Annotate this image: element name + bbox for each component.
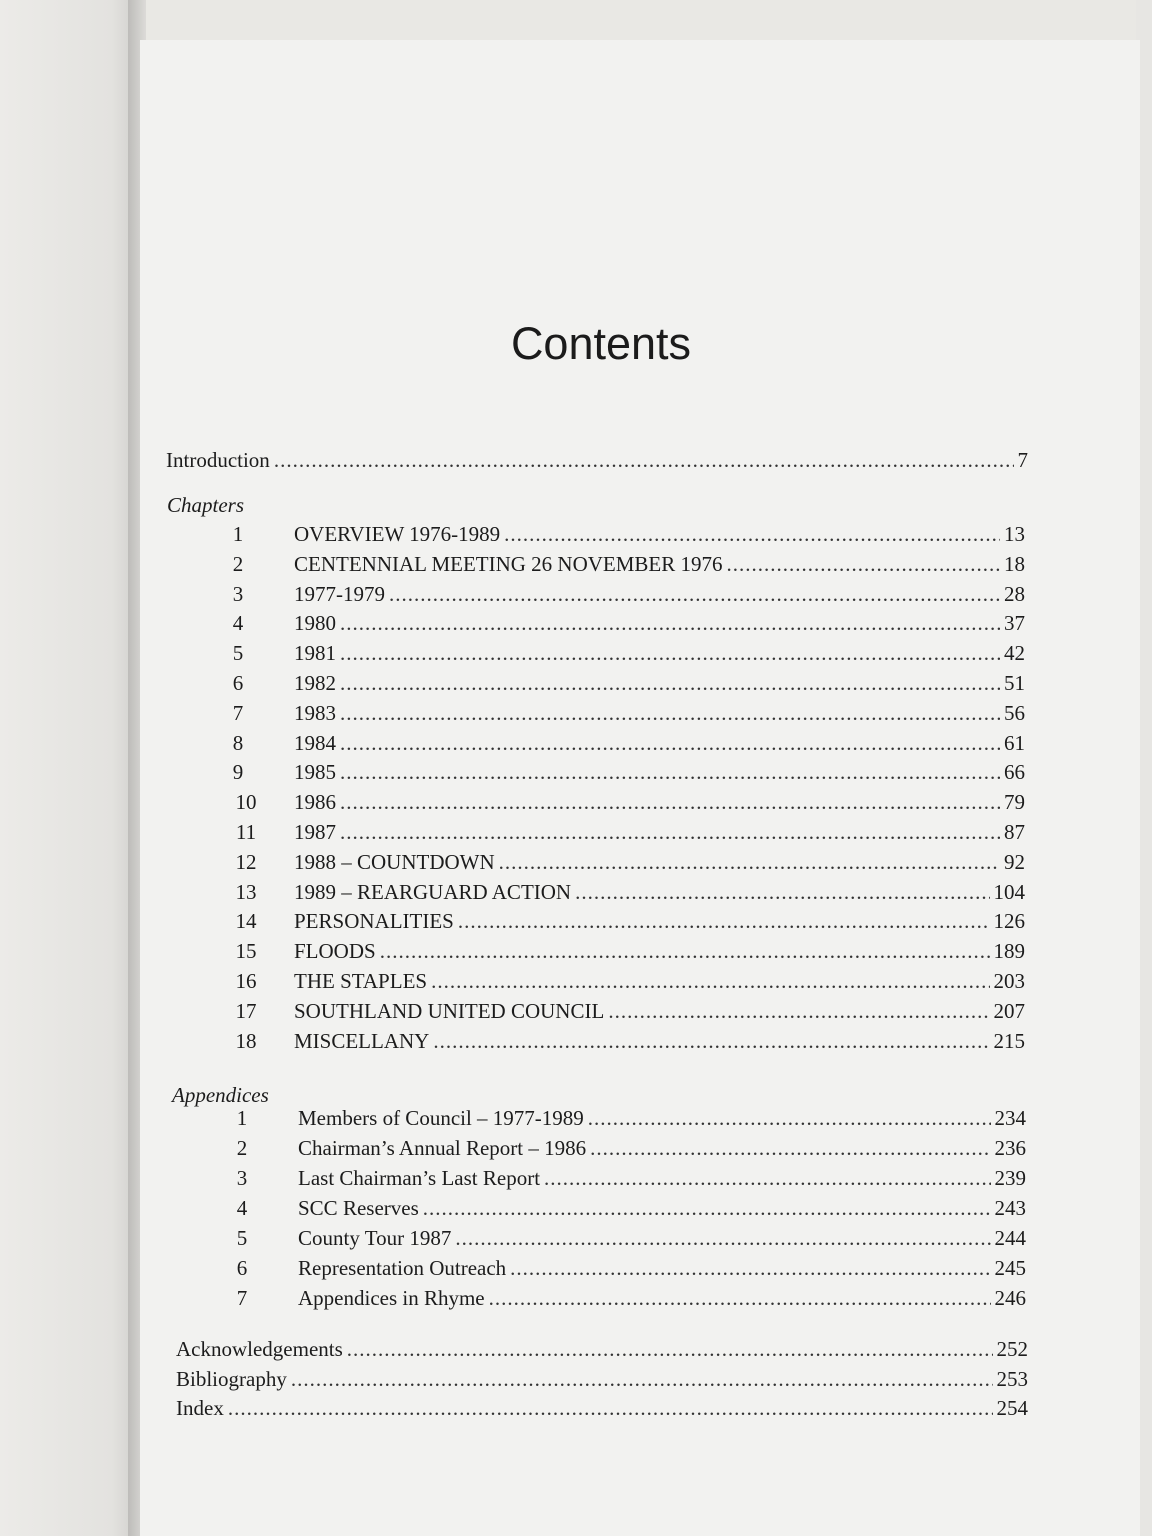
toc-entry: [294, 1027, 1025, 1055]
leader-dots: [455, 1224, 990, 1252]
leader-dots: [608, 997, 989, 1025]
leader-dots: [228, 1394, 993, 1422]
entry-page-number: 87: [1004, 820, 1025, 844]
entry-page-number: 104: [993, 879, 1025, 904]
leader-dots: [340, 758, 1000, 786]
entry-label: Acknowledgements: [176, 1337, 343, 1361]
toc-entry: [176, 1365, 1028, 1393]
entry-page-number: 61: [1004, 730, 1025, 755]
entry-label: Appendices in Rhyme: [298, 1286, 485, 1310]
entry-label: Last Chairman’s Last Report: [298, 1166, 541, 1190]
toc-entry: [294, 580, 1025, 608]
toc-entry: [176, 1335, 1028, 1363]
entry-page-number: 66: [1004, 760, 1025, 785]
leader-dots: [504, 520, 1000, 548]
leader-dots: [340, 609, 1000, 637]
toc-entry: [294, 878, 1025, 906]
entry-page-number: 215: [993, 1028, 1025, 1053]
leader-dots: [423, 1194, 991, 1222]
entry-label: CENTENNIAL MEETING 26 NOVEMBER 1976: [294, 551, 723, 576]
entry-page-number: 92: [1004, 849, 1025, 874]
toc-entry: [294, 639, 1025, 667]
entry-label: PERSONALITIES: [294, 909, 454, 934]
entry-label: Introduction: [166, 448, 270, 472]
entry-label: 1986: [294, 790, 336, 815]
entry-label: Chairman’s Annual Report – 1986: [298, 1136, 587, 1160]
toc-entry: [294, 937, 1025, 965]
entry-number: 2: [236, 1136, 248, 1160]
toc-entry: [176, 1394, 1028, 1422]
entry-number: 10: [235, 790, 257, 815]
entry-number: 13: [235, 879, 257, 904]
entry-label: 1988 – COUNTDOWN: [294, 849, 495, 874]
entry-page-number: 18: [1004, 551, 1025, 576]
entry-label: Representation Outreach: [298, 1256, 507, 1280]
entry-number: 8: [232, 730, 244, 755]
entry-number: 18: [235, 1028, 257, 1053]
toc-entry: [294, 669, 1025, 697]
entry-label: 1989 – REARGUARD ACTION: [294, 879, 572, 904]
entry-page-number: 28: [1004, 581, 1025, 606]
toc-entry: [294, 758, 1025, 786]
toc-entry: [294, 907, 1025, 935]
introduction-entry: [166, 446, 1028, 474]
leader-dots: [590, 1134, 990, 1162]
entry-page-number: 246: [994, 1286, 1026, 1310]
entry-label: THE STAPLES: [294, 969, 428, 993]
leader-dots: [433, 1027, 989, 1055]
leader-dots: [727, 550, 1000, 578]
entry-page-number: 7: [1017, 448, 1028, 472]
entry-label: SCC Reserves: [298, 1196, 419, 1220]
toc-entry: [294, 729, 1025, 757]
entry-page-number: 37: [1004, 611, 1025, 636]
leader-dots: [340, 699, 1000, 727]
entry-number: 1: [236, 1106, 248, 1130]
entry-label: OVERVIEW 1976-1989: [294, 522, 501, 546]
toc-entry: [298, 1284, 1026, 1312]
entry-page-number: 253: [996, 1366, 1028, 1391]
leader-dots: [544, 1164, 990, 1192]
entry-number: 15: [235, 939, 257, 964]
entry-number: 14: [235, 909, 257, 934]
entry-page-number: 42: [1004, 641, 1025, 666]
entry-label: SOUTHLAND UNITED COUNCIL: [294, 998, 605, 1023]
entry-page-number: 126: [993, 909, 1025, 934]
leader-dots: [588, 1104, 991, 1132]
entry-number: 16: [235, 969, 257, 993]
entry-page-number: 79: [1004, 790, 1025, 815]
entry-label: 1981: [294, 641, 336, 666]
toc-entry: [298, 1164, 1026, 1192]
leader-dots: [274, 446, 1014, 474]
entry-page-number: 56: [1004, 700, 1025, 725]
toc-entry: [294, 997, 1025, 1025]
entry-number: 4: [236, 1196, 248, 1220]
entry-page-number: 234: [994, 1106, 1026, 1130]
entry-page-number: 252: [996, 1337, 1028, 1361]
toc-entry: [294, 609, 1025, 637]
entry-label: 1982: [294, 671, 336, 695]
leader-dots: [389, 580, 1000, 608]
entry-page-number: 243: [994, 1196, 1026, 1220]
toc-entry: [294, 967, 1025, 995]
leader-dots: [340, 788, 1000, 816]
entry-number: 12: [235, 849, 257, 874]
entry-label: 1984: [294, 730, 336, 755]
entry-number: 7: [236, 1286, 248, 1310]
toc-entry: [294, 848, 1025, 876]
entry-label: 1985: [294, 760, 336, 785]
entry-number: 17: [235, 998, 257, 1023]
entry-label: Index: [176, 1396, 224, 1420]
page-title: Contents: [510, 318, 692, 369]
entry-page-number: 239: [994, 1166, 1026, 1190]
entry-number: 5: [232, 641, 244, 666]
toc-entry: [294, 699, 1025, 727]
entry-number: 7: [232, 700, 244, 725]
leader-dots: [575, 878, 989, 906]
entry-page-number: 236: [994, 1136, 1026, 1160]
leader-dots: [380, 937, 990, 965]
leader-dots: [431, 967, 989, 995]
leader-dots: [291, 1365, 993, 1393]
entry-number: 6: [232, 671, 244, 695]
entry-label: Members of Council – 1977-1989: [298, 1106, 584, 1130]
leader-dots: [499, 848, 1000, 876]
toc-entry: [298, 1224, 1026, 1252]
entry-number: 4: [232, 611, 244, 636]
leader-dots: [340, 729, 1000, 757]
toc-entry: [294, 818, 1025, 846]
entry-page-number: 203: [993, 969, 1025, 993]
leader-dots: [458, 907, 990, 935]
entry-label: 1983: [294, 700, 336, 725]
toc-entry: [298, 1104, 1026, 1132]
entry-number: 5: [236, 1226, 248, 1250]
toc-entry: [298, 1134, 1026, 1162]
entry-label: 1987: [294, 820, 336, 844]
leader-dots: [340, 818, 1000, 846]
entry-number: 3: [232, 581, 244, 606]
chapters-heading: Chapters: [167, 493, 245, 517]
entry-number: 6: [236, 1256, 248, 1280]
entry-number: 3: [236, 1166, 248, 1190]
entry-label: 1977-1979: [294, 581, 385, 606]
entry-page-number: 189: [993, 939, 1025, 964]
toc-entry: [294, 550, 1025, 578]
leader-dots: [489, 1284, 991, 1312]
appendices-heading: Appendices: [172, 1083, 269, 1107]
entry-number: 9: [232, 760, 244, 785]
entry-number: 1: [232, 522, 244, 546]
entry-number: 2: [232, 551, 244, 576]
entry-label: 1980: [294, 611, 336, 636]
toc-entry: [298, 1254, 1026, 1282]
entry-number: 11: [235, 820, 257, 844]
leader-dots: [340, 639, 1000, 667]
entry-page-number: 13: [1004, 522, 1025, 546]
entry-page-number: 207: [993, 998, 1025, 1023]
leader-dots: [340, 669, 1000, 697]
facing-page: [0, 0, 140, 1536]
entry-label: FLOODS: [294, 939, 376, 964]
leader-dots: [510, 1254, 990, 1282]
entry-label: MISCELLANY: [294, 1028, 430, 1053]
entry-page-number: 51: [1004, 671, 1025, 695]
entry-page-number: 254: [996, 1396, 1028, 1420]
leader-dots: [347, 1335, 993, 1363]
toc-entry: [294, 520, 1025, 548]
entry-label: County Tour 1987: [298, 1226, 452, 1250]
entry-page-number: 244: [994, 1226, 1026, 1250]
toc-entry: [298, 1194, 1026, 1222]
entry-label: Bibliography: [176, 1366, 287, 1391]
entry-page-number: 245: [994, 1256, 1026, 1280]
toc-entry: [294, 788, 1025, 816]
